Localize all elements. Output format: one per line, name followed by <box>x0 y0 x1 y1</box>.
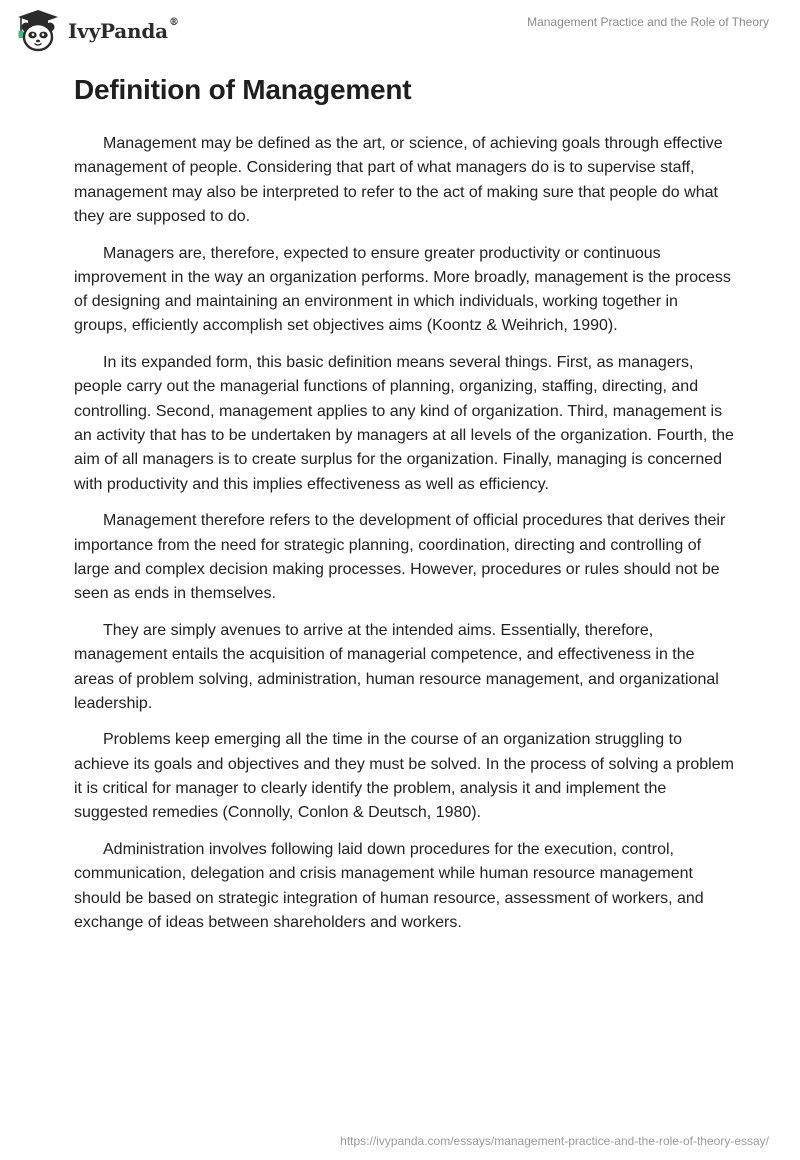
paragraph: They are simply avenues to arrive at the intended aims. Essentially, therefore, management entails the acquisition of managerial competence, and effectiveness in the areas of problem solving, administration, human resource management, and organizational leadership. <box>74 621 719 712</box>
panda-graduate-icon <box>14 8 62 54</box>
paragraph: Problems keep emerging all the time in the course of an organization struggling to achieve its goals and objectives and they must be solved. In the process of solving a problem it is critical for manager to clearly identify the problem, analysis it and implement the suggested remedies (Connolly, Conlon & Deutsch, 1980). <box>74 731 734 822</box>
registered-mark: ® <box>168 17 179 28</box>
page-title: Definition of Management <box>74 74 412 105</box>
paragraph: In its expanded form, this basic definition means several things. First, as managers, people carry out the managerial functions of planning, organizing, staffing, directing, and controlling. Second, management applies to any kind of organization. Third, management is an activity that has to be undertaken by managers at all levels of the organization. Fourth, the aim of all managers is to create surplus for the organization. Finally, managing is concerned with productivity and this implies effectiveness as well as efficiency. <box>74 354 734 493</box>
page-header <box>0 0 800 60</box>
paragraph: Administration involves following laid down procedures for the execution, control, communication, delegation and crisis management while human resource management should be based on strategic integration of human resource, assessment of workers, and exchange of ideas between shareholders and workers. <box>74 841 704 931</box>
paragraph: Management therefore refers to the development of official procedures that derives their importance from the need for strategic planning, coordination, directing and controlling of large and complex decision making processes. However, procedures or rules should not be seen as ends in themselves. <box>74 512 726 603</box>
running-title: Management Practice and the Role of Theory <box>527 15 769 29</box>
essay-body <box>74 132 734 948</box>
brand-logo[interactable] <box>14 8 189 54</box>
paragraph: Managers are, therefore, expected to ensure greater productivity or continuous improvement in the way an organization performs. More broadly, management is the process of designing and maintaining an environment in which individuals, working together in groups, efficiently accomplish set objectives aims (Koontz & Weihrich, 1990). <box>74 244 731 335</box>
source-url-link[interactable]: https://ivypanda.com/essays/management-practice-and-the-role-of-theory-essay/ <box>340 1134 769 1148</box>
brand-name: IvyPanda® <box>68 17 179 43</box>
paragraph: Management may be defined as the art, or science, of achieving goals through effective management of people. Considering that part of what managers do is to supervise staff, management may also be interpreted to refer to the act of making sure that people do what they are supposed to do. <box>74 135 723 225</box>
